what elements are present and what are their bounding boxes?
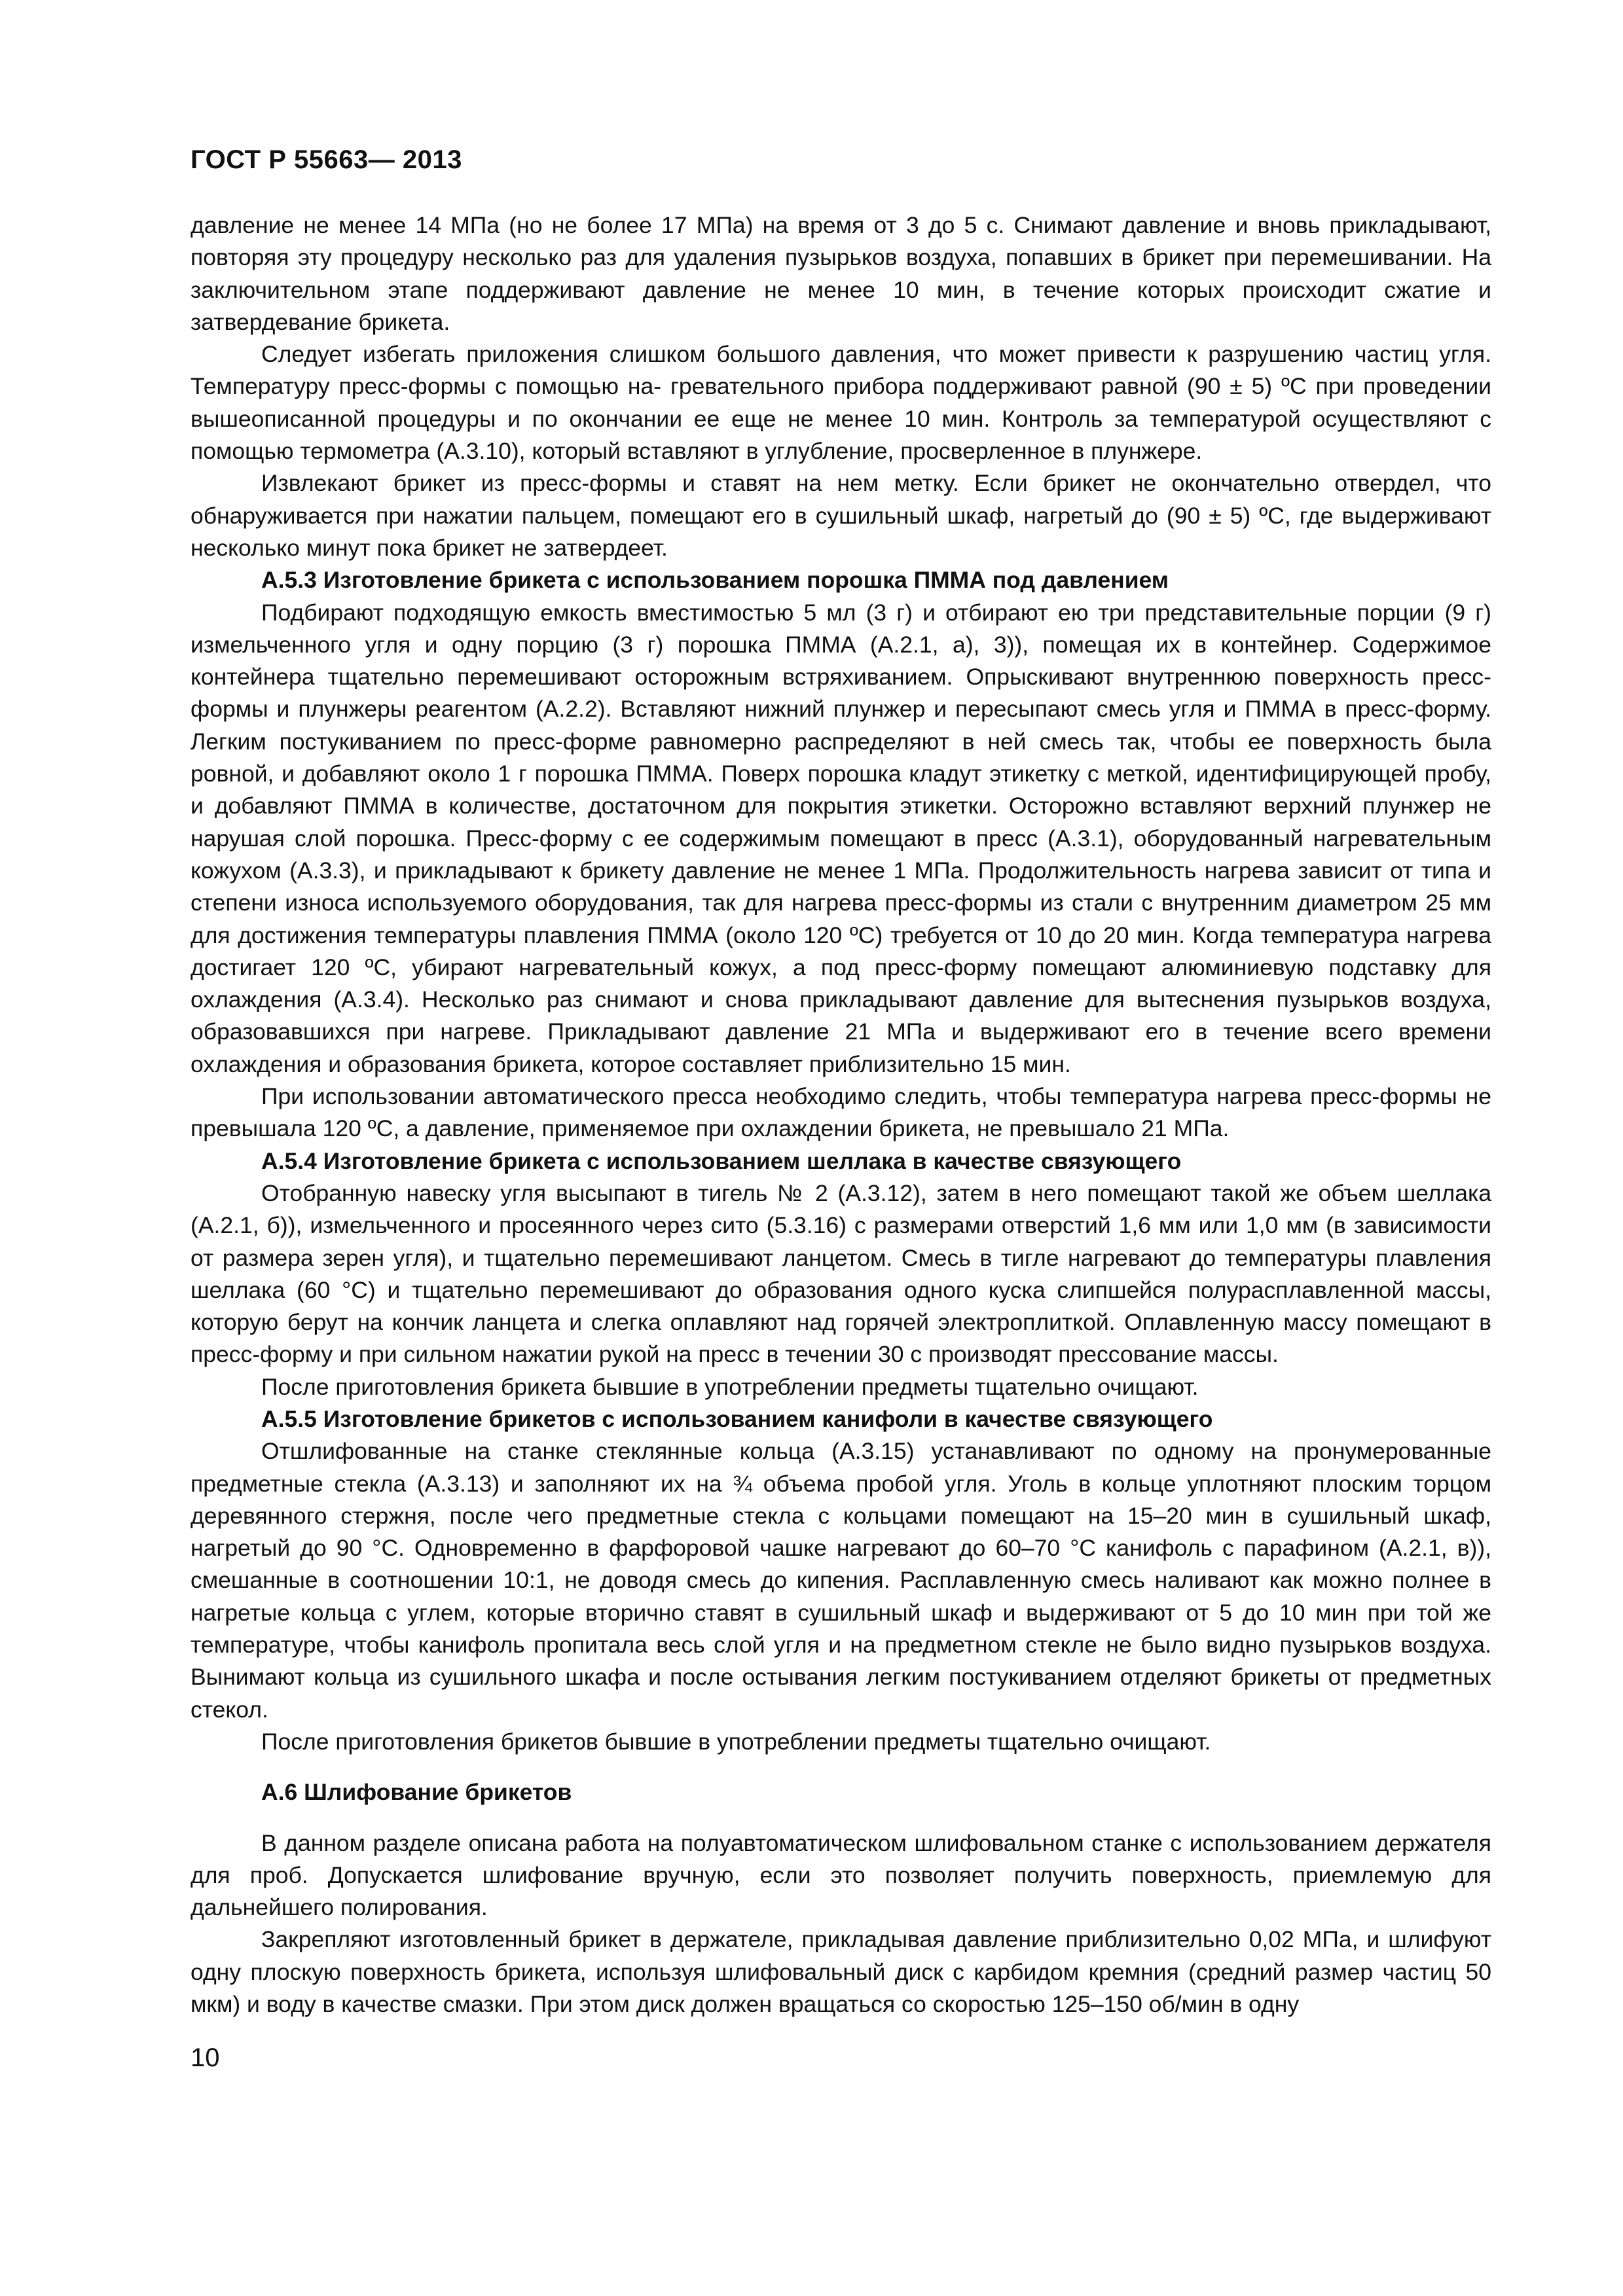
paragraph: Закрепляют изготовленный брикет в держателе, прикладывая давление приблизительно 0,02 МПа, и шлифуют одну плоскую поверхность брикета, используя шлифовальный диск с карбидом кремния (средний размер частиц 50 мкм) и воду в качестве смазки. При этом диск должен вращаться со скоростью 125–150 об/мин в одну bbox=[191, 1926, 1491, 2018]
document-body bbox=[191, 209, 1491, 2020]
paragraph: После приготовления брикетов бывшие в употреблении предметы тщательно очищают. bbox=[261, 1728, 1211, 1755]
paragraph: При использовании автоматического пресса необходимо следить, чтобы температура нагрева пресс-формы не превышала 120 ºС, а давление, применяемое при охлаждении брикета, не превышало 21 МПа. bbox=[191, 1083, 1491, 1142]
section-heading-a55: А.5.5 Изготовление брикетов с использованием канифоли в качестве связующего bbox=[261, 1405, 1213, 1432]
section-heading-a6: А.6 Шлифование брикетов bbox=[261, 1779, 572, 1806]
document-header: ГОСТ Р 55663— 2013 bbox=[191, 145, 462, 174]
paragraph: давление не менее 14 МПа (но не более 17 МПа) на время от 3 до 5 с. Снимают давление и вновь прикладывают, повторяя эту процедуру несколько раз для удаления пузырьков воздуха, попавших в брикет при перемешивании. На заключительном этапе поддерживают давление не менее 10 мин, в течение которых происходит сжатие и затвердевание брикета. bbox=[191, 212, 1491, 335]
paragraph: Отобранную навеску угля высыпают в тигель № 2 (А.3.12), затем в него помещают такой же объем шеллака (А.2.1, б)), измельченного и просеянного через сито (5.3.16) с размерами отверстий 1,6 мм или 1,0 мм (в зависимости от размера зерен угля), и тщательно перемешивают ланцетом. Смесь в тигле нагревают до температуры плавления шеллака (60 °С) и тщательно перемешивают до образования одного куска слипшейся полурасплавленной массы, которую берут на кончик ланцета и слегка оплавляют над горячей электроплиткой. Оплавленную массу помещают в пресс-форму и при сильном нажатии рукой на пресс в течении 30 с производят прессование массы. bbox=[191, 1179, 1491, 1368]
paragraph: После приготовления брикета бывшие в употреблении предметы тщательно очищают. bbox=[261, 1373, 1199, 1400]
paragraph: Следует избегать приложения слишком большого давления, что может привести к разрушению частиц угля. Температуру пресс-формы с помощью на- гревательного прибора поддерживают равной (90 ± 5) ºС при проведении вышеописанной процедуры и по окончании ее еще не менее 10 мин. Контроль за температурой осуществляют с помощью термометра (А.3.10), который вставляют в углубление, просверленное в плунжере. bbox=[191, 341, 1491, 465]
paragraph: Подбирают подходящую емкость вместимостью 5 мл (3 г) и отбирают ею три представительные порции (9 г) измельченного угля и одну порцию (3 г) порошка ПММА (А.2.1, а), 3)), помещая их в контейнер. Содержимое контейнера тщательно перемешивают осторожным встряхиванием. Опрыскивают внутреннюю поверхность пресс-формы и плунжеры реагентом (А.2.2). Вставляют нижний плунжер и пересыпают смесь угля и ПММА в пресс-форму. Легким постукиванием по пресс-форме равномерно распределяют в ней смесь так, чтобы ее поверхность была ровной, и добавляют около 1 г порошка ПММА. Поверх порошка кладут этикетку с меткой, идентифицирующей пробу, и добавляют ПММА в количестве, достаточном для покрытия этикетки. Осторожно вставляют верхний плунжер не нарушая слой порошка. Пресс-форму с ее содержимым помещают в пресс (А.3.1), оборудованный нагревательным кожухом (А.3.3), и прикладывают к брикету давление не менее 1 МПа. Продолжительность нагрева зависит от типа и степени износа используемого оборудования, так для нагрева пресс-формы из стали с внутренним диаметром 25 мм для достижения температуры плавления ПММА (около 120 ºС) требуется от 10 до 20 мин. Когда температура нагрева достигает 120 ºС, убирают нагревательный кожух, а под пресс-форму помещают алюминиевую подставку для охлаждения (А.3.4). Несколько раз снимают и снова прикладывают давление для вытеснения пузырьков воздуха, образовавшихся при нагреве. Прикладывают давление 21 МПа и выдерживают его в течение всего времени охлаждения и образования брикета, которое составляет приблизительно 15 мин. bbox=[191, 599, 1491, 1077]
section-heading-a53: А.5.3 Изготовление брикета с использованием порошка ПММА под давлением bbox=[261, 567, 1169, 594]
page-number: 10 bbox=[191, 2043, 220, 2072]
paragraph: Отшлифованные на станке стеклянные кольца (А.3.15) устанавливают по одному на пронумерованные предметные стекла (А.3.13) и заполняют их на ¾ объема пробой угля. Уголь в кольце уплотняют плоским торцом деревянного стержня, после чего предметные стекла с кольцами помещают на 15–20 мин в сушильный шкаф, нагретый до 90 °С. Одновременно в фарфоровой чашке нагревают до 60–70 °С канифоль с парафином (А.2.1, в)), смешанные в соотношении 10:1, не доводя смесь до кипения. Расплавленную смесь наливают как можно полнее в нагретые кольца с углем, которые вторично ставят в сушильный шкаф и выдерживают от 5 до 10 мин при той же температуре, чтобы канифоль пропитала весь слой угля и на предметном стекле не было видно пузырьков воздуха. Вынимают кольца из сушильного шкафа и после остывания легким постукиванием отделяют брикеты от предметных стекол. bbox=[191, 1438, 1491, 1723]
paragraph: В данном разделе описана работа на полуавтоматическом шлифовальном станке с использованием держателя для проб. Допускается шлифование вручную, если это позволяет получить поверхность, приемлемую для дальнейшего полирования. bbox=[191, 1829, 1491, 1921]
section-heading-a54: А.5.4 Изготовление брикета с использованием шеллака в качестве связующего bbox=[261, 1147, 1182, 1174]
paragraph: Извлекают брикет из пресс-формы и ставят на нем метку. Если брикет не окончательно отвердел, что обнаруживается при нажатии пальцем, помещают его в сушильный шкаф, нагретый до (90 ± 5) ºС, где выдерживают несколько минут пока брикет не затвердеет. bbox=[191, 470, 1491, 561]
